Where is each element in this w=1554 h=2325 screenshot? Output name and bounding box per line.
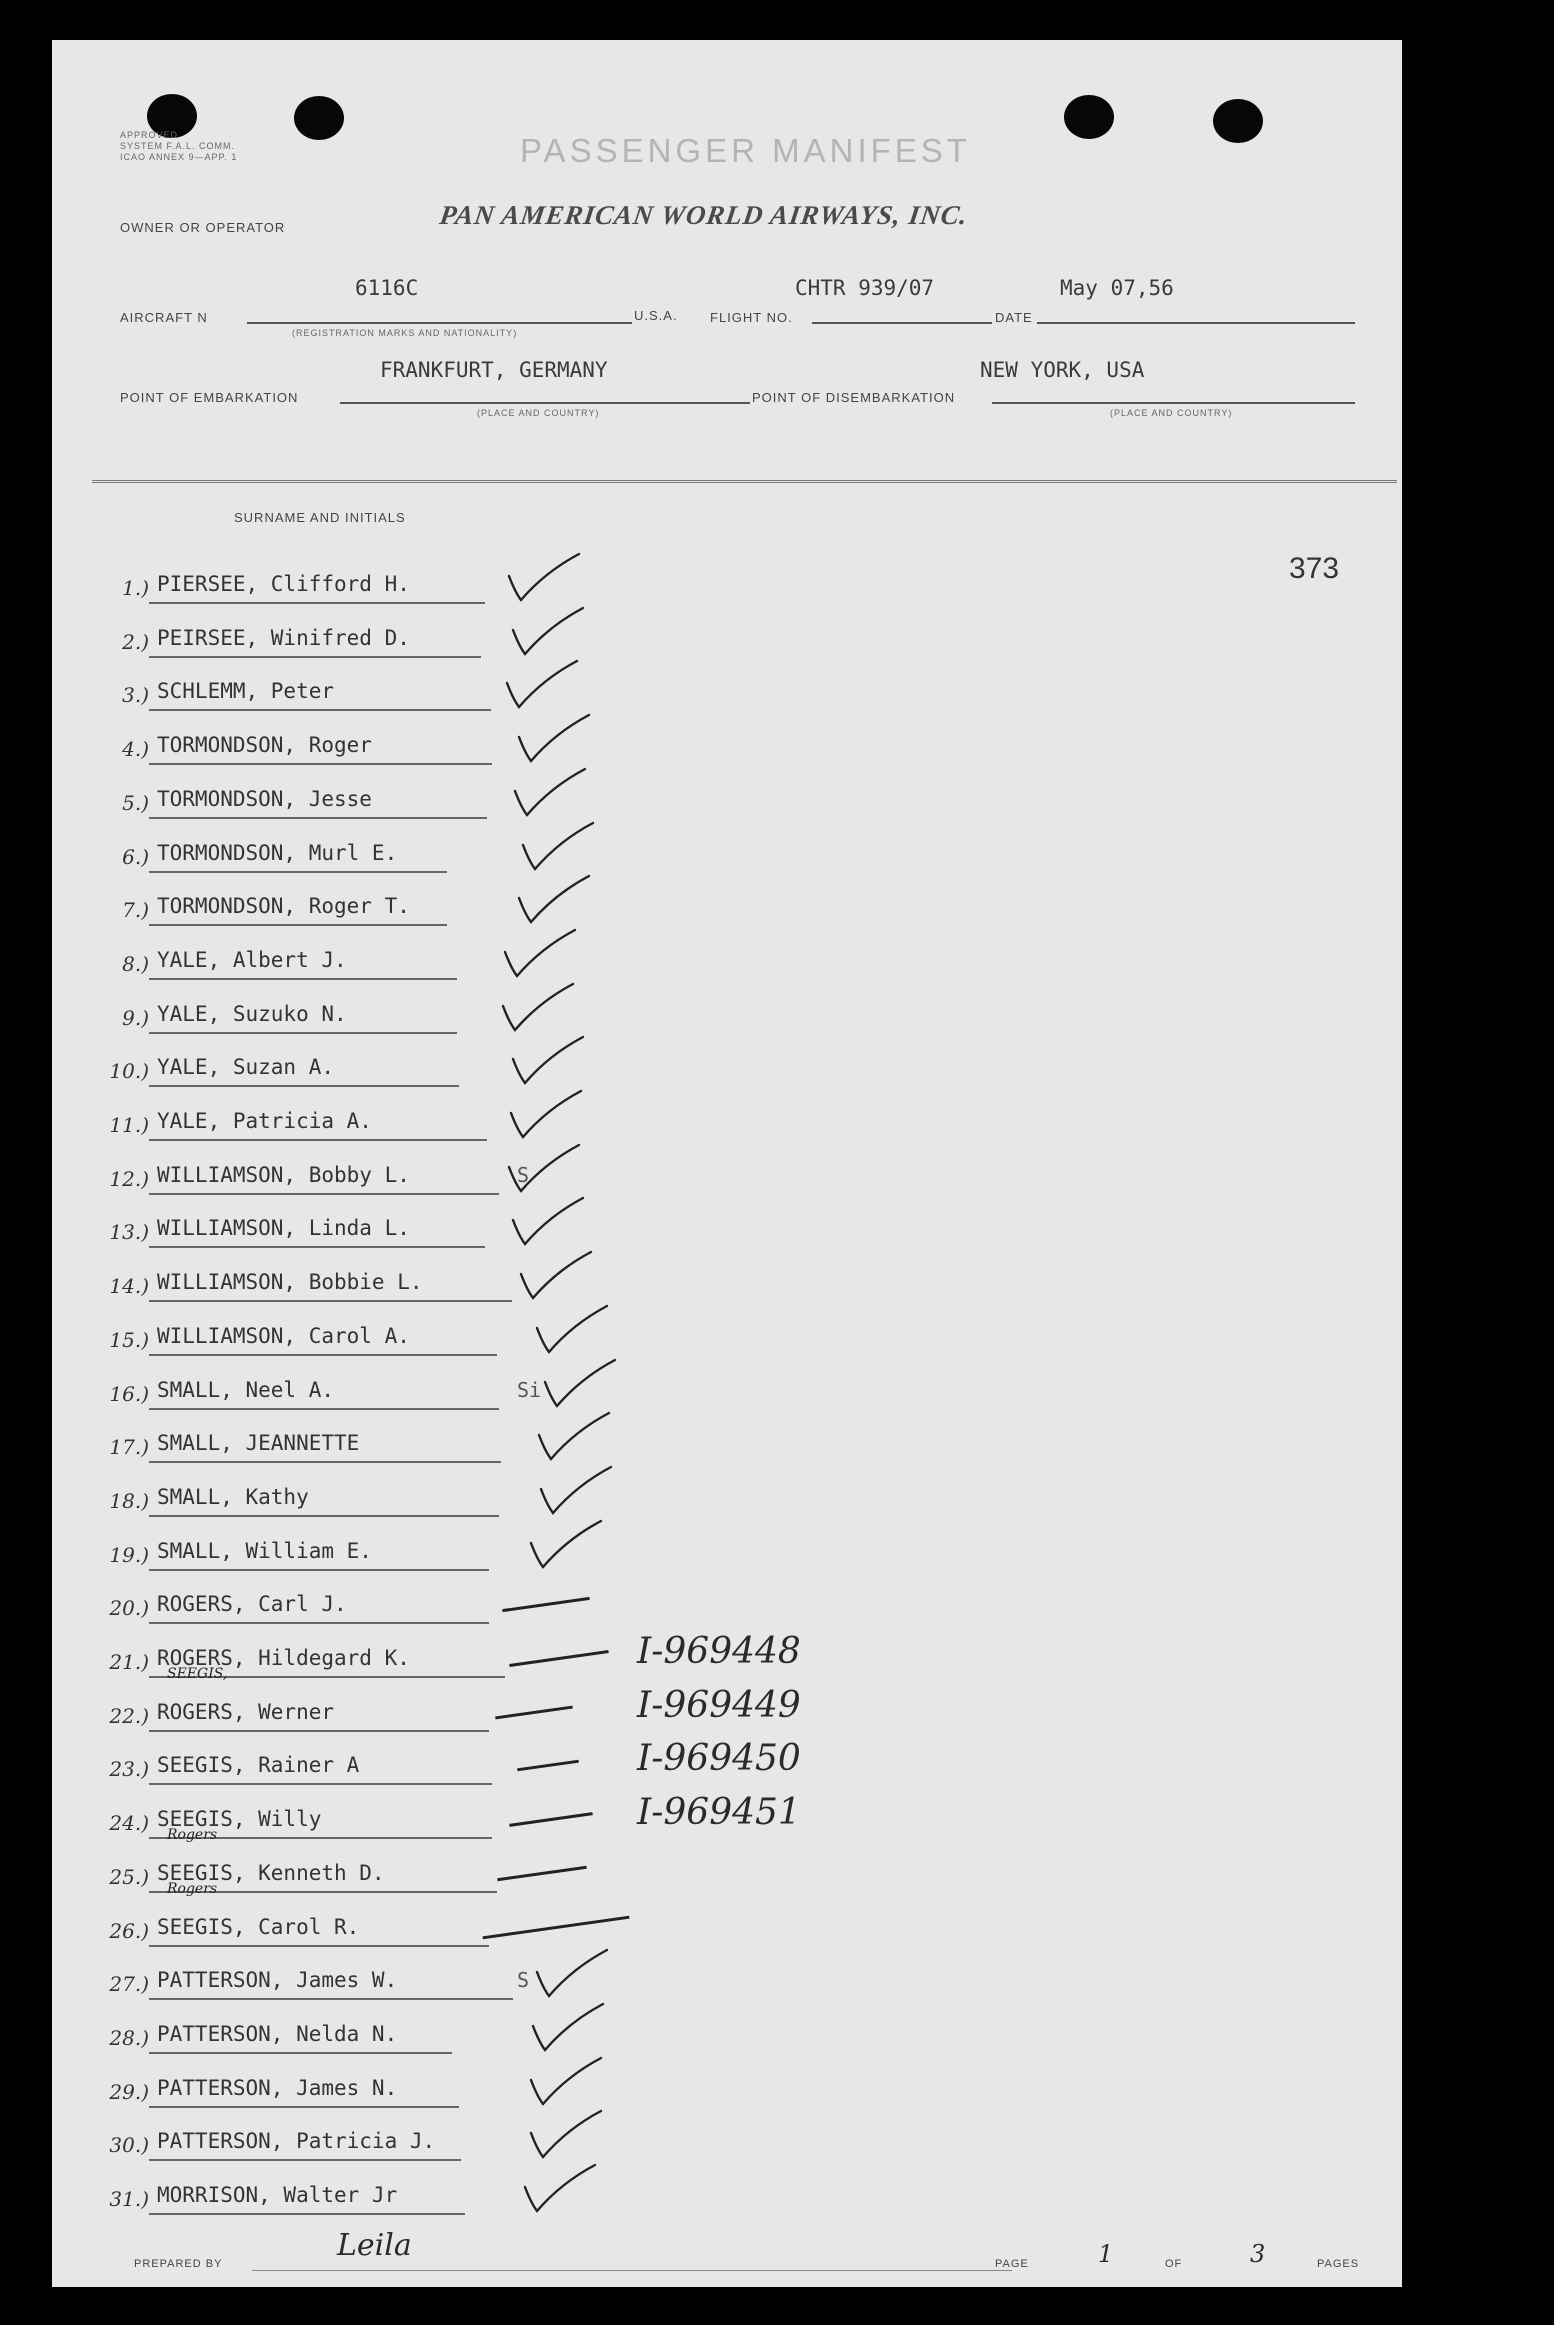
approval-line-2: SYSTEM F.A.L. COMM.	[120, 141, 236, 151]
passenger-name: SCHLEMM, Peter	[157, 679, 335, 704]
row-number: 25.)	[109, 1864, 149, 1889]
manifest-title: PASSENGER MANIFEST	[520, 132, 971, 169]
entry-rule	[149, 1783, 492, 1785]
passenger-row	[97, 2058, 797, 2108]
passenger-name: ROGERS, Carl J.	[157, 1592, 347, 1617]
row-number: 27.)	[109, 1972, 149, 1997]
of-label: OF	[1165, 2258, 1183, 2270]
passenger-name: TORMONDSON, Jesse	[157, 786, 372, 811]
entry-rule	[149, 1569, 489, 1571]
checkmark-icon	[527, 2103, 605, 2165]
passenger-name: PATTERSON, Nelda N.	[157, 2021, 398, 2046]
passenger-row	[97, 1037, 797, 1087]
passenger-row	[97, 1735, 801, 1785]
passenger-row	[97, 1665, 801, 1732]
row-number: 6.)	[122, 844, 149, 869]
passenger-name: SMALL, Kathy	[157, 1484, 309, 1509]
entry-rule	[149, 709, 491, 711]
passenger-name: YALE, Patricia A.	[157, 1109, 372, 1133]
passenger-name: YALE, Suzan A.	[157, 1055, 335, 1080]
passenger-row	[97, 1091, 797, 1141]
entry-rule	[149, 871, 447, 873]
surname-header: SURNAME AND INITIALS	[234, 510, 406, 525]
passenger-row	[97, 2004, 797, 2054]
passenger-row	[97, 1521, 797, 1571]
passenger-name: WILLIAMSON, Bobbie L.	[157, 1270, 423, 1295]
row-number: 20.)	[109, 1596, 149, 1621]
dash-mark	[517, 1760, 579, 1772]
entry-rule	[149, 1515, 499, 1517]
passenger-row	[97, 769, 797, 819]
dash-mark	[509, 1650, 608, 1667]
airline-name: PAN AMERICAN WORLD AIRWAYS, INC.	[437, 200, 970, 230]
row-number: 17.)	[109, 1435, 149, 1460]
passenger-name: PIERSEE, Clifford H.	[157, 572, 410, 596]
handwritten-id-number: I-969449	[637, 1684, 801, 1726]
row-number: 26.)	[109, 1918, 149, 1943]
stamp-number: 373	[1289, 552, 1340, 585]
row-number: 2.)	[122, 629, 149, 654]
passenger-name: WILLIAMSON, Carol A.	[157, 1323, 410, 1348]
pages-label: PAGES	[1317, 2258, 1360, 2270]
checkmark-icon	[521, 2157, 599, 2219]
passenger-name: PATTERSON, Patricia J.	[157, 2129, 436, 2154]
entry-rule	[149, 1998, 513, 2000]
entry-rule	[149, 656, 481, 658]
checkmark-icon	[515, 868, 593, 930]
entry-rule	[149, 817, 487, 819]
row-number: 5.)	[122, 790, 149, 815]
aircraft-number: 6116C	[355, 276, 419, 300]
passenger-row	[97, 1880, 797, 1947]
checkmark-icon	[541, 1352, 619, 1414]
entry-rule	[149, 2052, 452, 2054]
checkmark-icon	[533, 1298, 611, 1360]
side-mark: S	[517, 1968, 530, 1993]
row-number: 3.)	[122, 683, 149, 708]
passenger-name: PATTERSON, James W.	[157, 1968, 398, 1993]
checkmark-icon	[527, 2050, 605, 2112]
aircraft-label: AIRCRAFT N	[120, 310, 208, 325]
row-number: 1.)	[122, 576, 149, 600]
entry-rule	[149, 1945, 489, 1947]
passenger-row	[97, 1467, 797, 1517]
entry-rule	[149, 1193, 499, 1195]
entry-rule	[149, 2106, 459, 2108]
checkmark-icon	[507, 1083, 585, 1145]
passenger-row	[97, 823, 797, 873]
checkmark-icon	[519, 815, 597, 877]
checkmark-icon	[509, 600, 587, 662]
handwritten-id-number: I-969448	[637, 1631, 801, 1672]
checkmark-icon	[527, 1513, 605, 1575]
entry-rule	[149, 1246, 485, 1248]
passenger-row	[97, 1574, 797, 1624]
passenger-row	[97, 1413, 797, 1463]
usa-label: U.S.A.	[634, 308, 678, 323]
passenger-row	[97, 1950, 797, 2000]
passenger-name: YALE, Suzuko N.	[157, 1001, 347, 1026]
name-correction: SEEGIS,	[167, 1665, 228, 1682]
checkmark-icon	[537, 1459, 615, 1521]
checkmark-icon	[515, 707, 593, 769]
dash-mark	[495, 1705, 573, 1719]
side-mark: S	[517, 1162, 530, 1187]
checkmark-icon	[517, 1244, 595, 1306]
approval-line-1: APPROVED	[120, 130, 179, 140]
passenger-row	[97, 1145, 797, 1195]
passenger-name: SEEGIS, Rainer A	[157, 1753, 360, 1778]
row-number: 7.)	[122, 898, 149, 923]
passenger-row	[97, 715, 797, 765]
entry-rule	[149, 1408, 499, 1410]
row-number: 4.)	[122, 737, 149, 762]
row-number: 15.)	[109, 1327, 149, 1352]
checkmark-icon	[505, 1137, 583, 1199]
entry-rule	[149, 1139, 487, 1141]
passenger-name: ROGERS, Werner	[157, 1699, 335, 1724]
row-number: 31.)	[109, 2187, 149, 2211]
passenger-name: MORRISON, Walter Jr	[157, 2183, 398, 2207]
passenger-name: TORMONDSON, Roger	[157, 733, 372, 758]
passenger-row	[97, 1198, 797, 1248]
passenger-name: WILLIAMSON, Linda L.	[157, 1216, 410, 1241]
dash-mark	[509, 1812, 593, 1827]
row-number: 30.)	[109, 2133, 149, 2158]
passenger-row	[97, 876, 797, 926]
owner-label: OWNER OR OPERATOR	[120, 220, 286, 235]
approval-line-3: ICAO ANNEX 9—APP. 1	[120, 152, 238, 162]
name-correction: Rogers	[167, 1880, 218, 1897]
checkmark-icon	[535, 1405, 613, 1467]
entry-rule	[149, 1730, 489, 1732]
passenger-name: ROGERS, Hildegard K.	[157, 1646, 410, 1670]
preparer-signature: Leila	[337, 2228, 412, 2263]
passenger-name: SMALL, Neel A.	[157, 1377, 335, 1402]
passenger-name: WILLIAMSON, Bobby L.	[157, 1162, 410, 1187]
passenger-name: SMALL, JEANNETTE	[157, 1431, 360, 1456]
entry-rule	[149, 1354, 497, 1356]
row-number: 22.)	[109, 1703, 149, 1728]
passenger-row	[97, 608, 797, 658]
disembarkation-label: POINT OF DISEMBARKATION	[752, 390, 956, 405]
entry-rule	[149, 1085, 459, 1087]
row-number: 12.)	[109, 1166, 149, 1191]
row-number: 8.)	[122, 951, 149, 976]
dash-mark	[497, 1866, 587, 1881]
passenger-row	[97, 554, 797, 604]
row-number: 14.)	[109, 1274, 149, 1299]
side-mark: Si	[517, 1377, 542, 1402]
entry-rule	[149, 978, 457, 980]
total-pages: 3	[1250, 2240, 1266, 2268]
passenger-name: TORMONDSON, Roger T.	[157, 894, 410, 919]
entry-rule	[149, 924, 447, 926]
checkmark-icon	[499, 976, 577, 1038]
entry-rule	[149, 602, 485, 604]
punch-hole	[1213, 99, 1263, 143]
dash-mark	[502, 1597, 590, 1612]
checkmark-icon	[509, 1190, 587, 1252]
place-caption-2: (PLACE AND COUNTRY)	[1110, 408, 1233, 418]
row-number: 11.)	[109, 1113, 149, 1137]
row-number: 9.)	[122, 1005, 149, 1030]
manifest-sheet	[52, 40, 1402, 2287]
entry-rule	[149, 2159, 461, 2161]
row-number: 24.)	[109, 1811, 149, 1836]
row-number: 28.)	[109, 2025, 149, 2050]
page-label: PAGE	[995, 2258, 1029, 2270]
dash-mark	[483, 1915, 630, 1939]
row-number: 21.)	[109, 1650, 149, 1674]
passenger-name: YALE, Albert J.	[157, 947, 347, 972]
flight-date: May 07,56	[1060, 276, 1174, 300]
passenger-name: SEEGIS, Willy	[157, 1807, 322, 1832]
passenger-row	[97, 661, 797, 711]
checkmark-icon	[511, 761, 589, 823]
passenger-row	[97, 1252, 797, 1302]
checkmark-icon	[505, 546, 583, 608]
embarkation-label: POINT OF EMBARKATION	[120, 390, 299, 405]
passenger-row	[97, 984, 797, 1034]
passenger-name: TORMONDSON, Murl E.	[157, 840, 398, 865]
passenger-name: PEIRSEE, Winifred D.	[157, 625, 410, 650]
page-number: 1	[1098, 2240, 1114, 2268]
checkmark-icon	[529, 1996, 607, 2058]
flight-number: CHTR 939/07	[795, 276, 935, 300]
row-number: 18.)	[109, 1488, 149, 1513]
passenger-row	[97, 1306, 797, 1356]
disembarkation-place: NEW YORK, USA	[980, 358, 1145, 382]
passenger-row	[97, 2165, 797, 2215]
entry-rule	[149, 2213, 465, 2215]
flight-label: FLIGHT NO.	[710, 310, 793, 325]
passenger-row	[97, 1360, 797, 1410]
row-number: 16.)	[109, 1381, 149, 1406]
entry-rule	[149, 763, 492, 765]
row-number: 13.)	[109, 1220, 149, 1245]
checkmark-icon	[509, 1029, 587, 1091]
name-correction: Rogers	[167, 1826, 218, 1843]
punch-hole	[1064, 95, 1114, 139]
row-number: 10.)	[109, 1059, 149, 1084]
entry-rule	[149, 1622, 489, 1624]
passenger-name: SEEGIS, Kenneth D.	[157, 1860, 385, 1885]
registration-caption: (REGISTRATION MARKS AND NATIONALITY)	[292, 328, 518, 338]
row-number: 23.)	[109, 1757, 149, 1782]
entry-rule	[149, 1300, 512, 1302]
date-label: DATE	[995, 310, 1033, 325]
embarkation-place: FRANKFURT, GERMANY	[380, 358, 608, 382]
passenger-name: SMALL, William E.	[157, 1538, 372, 1563]
place-caption-1: (PLACE AND COUNTRY)	[477, 408, 600, 418]
handwritten-id-number: I-969451	[637, 1792, 801, 1834]
entry-rule	[149, 1032, 457, 1034]
checkmark-icon	[503, 653, 581, 715]
prepared-label: PREPARED BY	[134, 2258, 223, 2270]
row-number: 19.)	[109, 1542, 149, 1567]
checkmark-icon	[533, 1942, 611, 2004]
entry-rule	[149, 1461, 501, 1463]
passenger-name: SEEGIS, Carol R.	[157, 1914, 360, 1939]
row-number: 29.)	[109, 2079, 149, 2104]
passenger-name: PATTERSON, James N.	[157, 2075, 398, 2100]
passenger-row	[97, 930, 797, 980]
punch-hole	[294, 96, 344, 140]
checkmark-icon	[501, 922, 579, 984]
handwritten-id-number: I-969450	[637, 1738, 801, 1780]
passenger-row	[97, 2111, 797, 2161]
